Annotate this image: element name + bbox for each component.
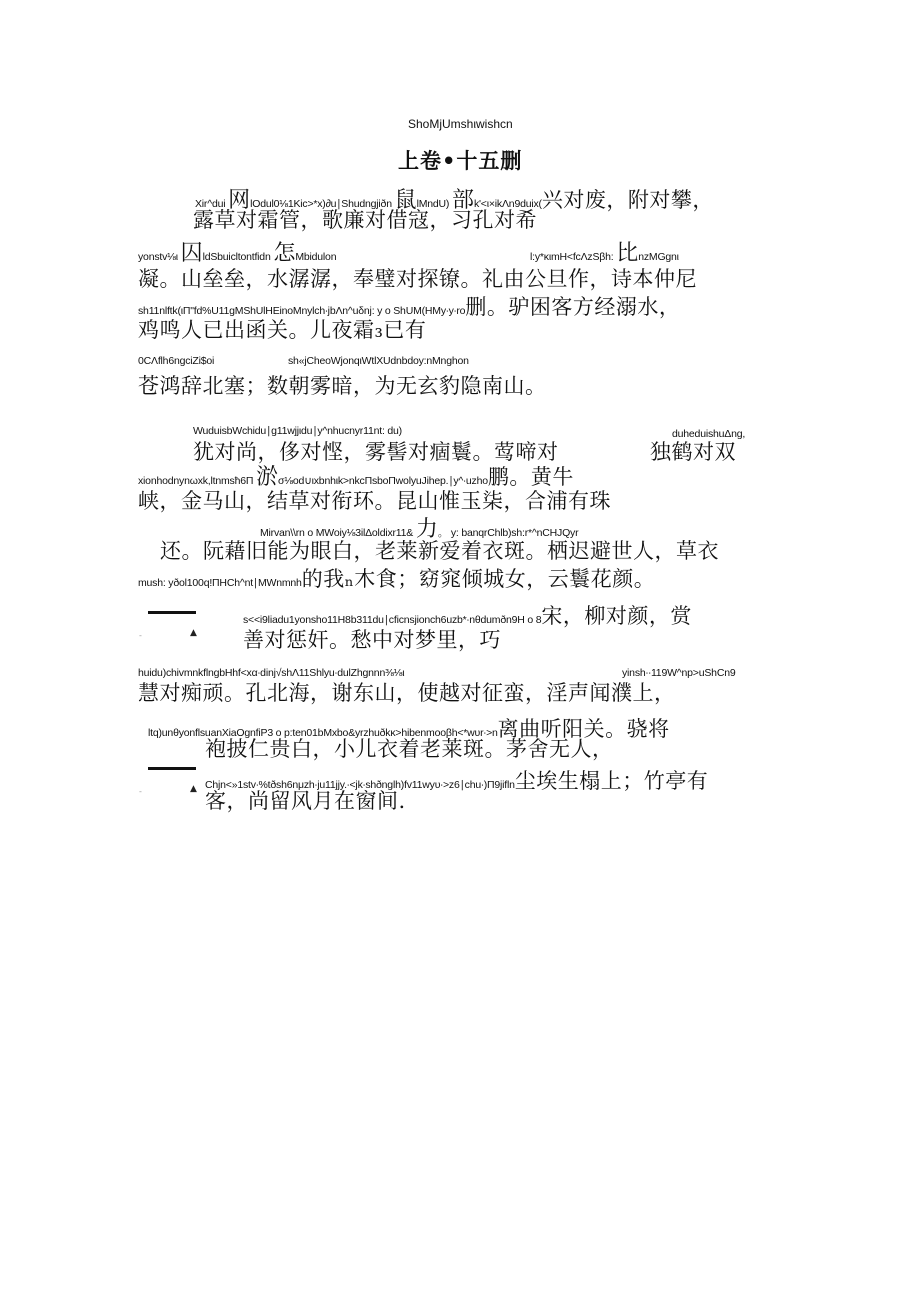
pinyin-text: k'<ι×ikΛn9duix( bbox=[473, 198, 542, 210]
pinyin-text: mush: yðol100q!ΠHCh^nt∣MWnmnh bbox=[138, 577, 302, 589]
pinyin-text: duheduishuΔng, bbox=[672, 428, 746, 440]
caret-mark: ▲ bbox=[190, 628, 197, 638]
pinyin-text: 。 y: banqrChlb)sh:r*^nCHJQyr bbox=[437, 527, 579, 539]
chinese-text: 独鹤对双 bbox=[650, 440, 736, 464]
doc-title: 上卷•十五删 bbox=[398, 149, 523, 173]
chinese-text: 鸡鸣人已出函关。儿夜霜₃已有 bbox=[138, 318, 427, 342]
pinyin-text: σ⅛od∪ιxbnhιk>nkcΠsboΠwolyuJihep.∣y^∙uzho bbox=[278, 475, 488, 487]
divider-mark bbox=[148, 611, 196, 614]
text-line bbox=[138, 349, 214, 368]
chinese-text: 网 bbox=[228, 188, 251, 213]
chinese-text: 力 bbox=[415, 517, 438, 542]
pinyin-text: Mirvan\\rn o MWoiy⅛3ilΔoldixr11& bbox=[260, 527, 416, 539]
pinyin-text: 0CΛflh6ngciZi$oi bbox=[138, 355, 215, 367]
pinyin-text: nzMGgnι bbox=[638, 251, 679, 263]
pinyin-text: WuduisbWchidu∣g11wjjιdu∣y^nhucnyr11nt: du) bbox=[193, 425, 402, 437]
pinyin-text: sh«jCheoWjonqιWtlXUdnbdoy:nMnghon bbox=[288, 355, 469, 367]
chinese-text: 鹏。黄牛 bbox=[487, 465, 574, 489]
caret-mark: ▲ bbox=[190, 784, 197, 794]
margin-mark: - bbox=[139, 631, 142, 640]
pinyin-text: lMndU) bbox=[416, 198, 452, 210]
text-line bbox=[138, 677, 676, 707]
chinese-text: 善对惩奸。愁中对梦里，巧 bbox=[243, 628, 501, 652]
divider-mark bbox=[148, 767, 196, 770]
chinese-text: 淤 bbox=[256, 465, 279, 490]
text-line bbox=[650, 436, 736, 466]
text-line bbox=[193, 204, 537, 234]
chinese-text: 离曲听阳关。骁将 bbox=[497, 717, 670, 741]
chinese-text: 宋，柳对颜，赏 bbox=[541, 604, 692, 628]
pinyin-text: huidu)chivmnkflngbHhf<xα∙dinj√shΛ11Shlyu∙dulZhgnnn⅜⅛ι bbox=[138, 667, 405, 679]
text-line bbox=[138, 314, 426, 344]
chinese-text: 删。驴困客方经溺水， bbox=[465, 295, 681, 319]
chinese-text: 的我ₙ木食；窈窕倾城女，云鬟花颜。 bbox=[301, 567, 656, 591]
pinyin-text: ltq)unθyonflsuanXiaOgnfiP3 o p:ten01bMxbo&yrzhuðkκ>hibenmooβh<*wυr∙>n bbox=[148, 727, 498, 739]
chinese-text: 凝。山垒垒，水潺潺，奉璧对探镣。礼由公旦作，诗本仲尼 bbox=[138, 267, 697, 291]
chinese-text: 露草对霜管，歌廉对借寇，习孔对希 bbox=[193, 208, 537, 232]
pinyin-text: l:y*κιmH<fcΛzSβh: bbox=[530, 251, 617, 263]
pinyin-text: s<<i9liadu1yonsho11H8b311du∣cficnsjionch6uzb*∙nθdumðn9H o 8 bbox=[243, 614, 542, 626]
text-line bbox=[138, 370, 547, 400]
chinese-text: 袍披仁贵白，小儿衣着老莱斑。茅舍无人， bbox=[205, 737, 614, 761]
chinese-text: 还。阮藉旧能为眼白，老莱新爱着衣斑。栖迟避世人，草衣 bbox=[160, 539, 719, 563]
chinese-text: 比 bbox=[616, 241, 639, 266]
chinese-text: 部 bbox=[451, 188, 474, 213]
text-line bbox=[138, 563, 655, 593]
pinyin-text: yinsh∙∙119W^np>uShCn9 bbox=[622, 667, 736, 679]
text-line bbox=[205, 785, 406, 815]
chinese-text: 犹对尚，侈对悭，雾髻对痼鬟。莺啼对 bbox=[193, 440, 559, 464]
pinyin-text: Mbidulon bbox=[295, 251, 337, 263]
chinese-text: 慧对痴顽。孔北海，谢东山，使越对征蛮，淫声闻濮上， bbox=[138, 681, 676, 705]
chinese-text: 客，尚留风月在窗间. bbox=[205, 789, 406, 813]
chinese-text: 尘埃生榻上；竹亭有 bbox=[514, 769, 709, 793]
chinese-text: 囚 bbox=[180, 241, 203, 266]
pinyin-text: sh11nlftk(ιΠ"fd%U11gMShUlHEinoMnylch∙jbΛn^uδnj: y o ShUM(HMy∙y∙ro bbox=[138, 305, 466, 317]
pinyin-text: lOdul0⅛1Kic>*x)∂u∣Shudngjiðn bbox=[250, 198, 395, 210]
pinyin-text: yonstv⅛ι bbox=[138, 251, 181, 263]
chinese-text: 苍鸿辞北塞；数朝雾暗，为无玄豹隐南山。 bbox=[138, 374, 547, 398]
pinyin-text: Chjn<»1stv∙%tðsh6nμzh∙ju11jjy.∙<jk∙shðnglh)fv11wyυ∙>z6∣chu∙)Π9jifln bbox=[205, 779, 515, 791]
doc-subtitle: ShoMjUmshιwishcn bbox=[408, 117, 513, 131]
text-line bbox=[160, 535, 719, 565]
margin-mark: - bbox=[139, 787, 142, 796]
chinese-text: 鼠 bbox=[394, 188, 417, 213]
text-line bbox=[138, 485, 611, 515]
text-line bbox=[138, 263, 697, 293]
pinyin-text: Xir^dui bbox=[195, 198, 229, 210]
text-line bbox=[243, 624, 501, 654]
pinyin-text: ldSbuicltontfidn bbox=[202, 251, 274, 263]
chinese-text: 峡，金马山，结草对衔环。昆山惟玉柒，合浦有珠 bbox=[138, 489, 611, 513]
chinese-text: 怎 bbox=[273, 241, 296, 266]
chinese-text: 兴对废，附对攀， bbox=[541, 188, 714, 212]
pinyin-text: xionhodnynωxk,ltnmsħ6Π bbox=[138, 475, 256, 487]
text-line bbox=[205, 733, 614, 763]
text-line bbox=[288, 349, 469, 368]
